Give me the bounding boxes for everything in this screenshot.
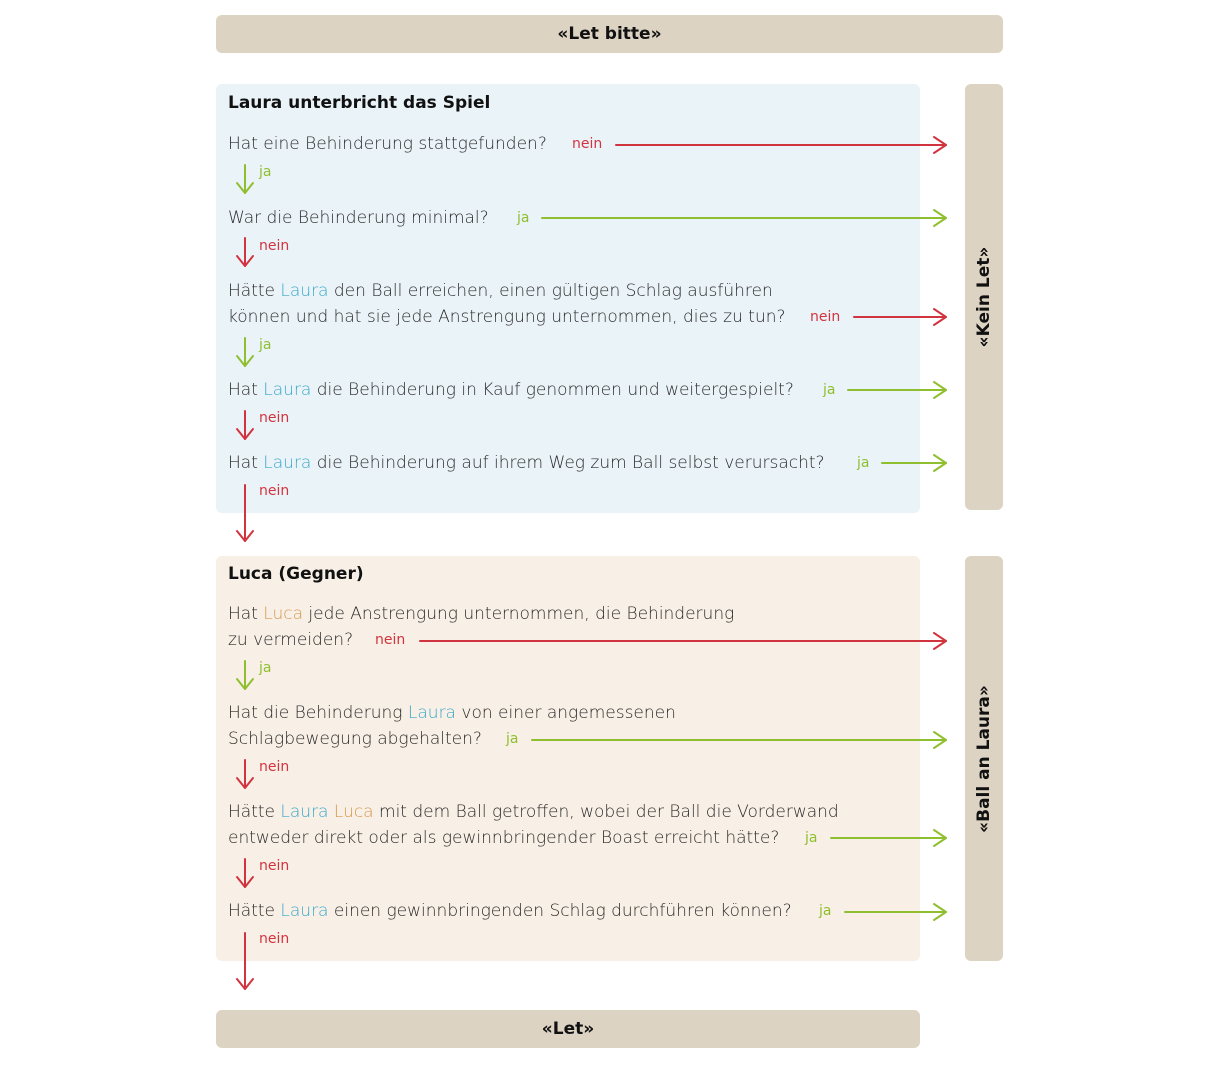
luca-q4-ja-label: ja: [819, 903, 832, 919]
luca-q3-line2: entweder direkt oder als gewinnbringender Boast erreicht hätte?: [228, 828, 780, 848]
laura-q5-ja-label: ja: [857, 455, 870, 471]
laura-q3-line2: können und hat sie jede Anstrengung unternommen, dies zu tun?: [228, 307, 786, 327]
result-kein-let-label: «Kein Let»: [974, 246, 994, 348]
luca-q3-name-laura: Laura: [280, 802, 329, 822]
laura-q4-pre: Hat: [228, 380, 264, 400]
luca-q1-line1-post: jede Anstrengung unternommen, die Behinderung: [303, 604, 735, 624]
arrow-laura-q1-right: [616, 137, 946, 153]
laura-q5-name: Laura: [263, 453, 312, 473]
laura-question-1: Hat eine Behinderung stattgefunden?: [228, 134, 547, 154]
laura-q3-line1-pre: Hätte: [228, 281, 281, 301]
luca-q2-nein-label: nein: [259, 759, 290, 775]
arrow-luca-q2-right: [532, 732, 946, 748]
luca-q2-line1-post: von einer angemessenen: [455, 703, 676, 723]
luca-q2-line2: Schlagbewegung abgehalten?: [228, 729, 482, 749]
luca-q1-line1-pre: Hat: [228, 604, 264, 624]
luca-q3-ja-label: ja: [805, 830, 818, 846]
arrow-laura-q2-right: [542, 210, 946, 226]
luca-q3-line1-post: mit dem Ball getroffen, wobei der Ball die Vorderwand: [373, 802, 839, 822]
luca-q4-nein-label: nein: [259, 931, 290, 947]
luca-q1-line2: zu vermeiden?: [228, 630, 354, 650]
arrow-luca-q1-right: [420, 633, 946, 649]
arrow-luca-q4-right: [845, 904, 946, 920]
arrow-luca-q3-right: [831, 830, 946, 846]
luca-q3-line1-pre: Hätte: [228, 802, 281, 822]
arrow-luca-q2-down: [237, 760, 253, 788]
luca-q2-ja-label: ja: [506, 731, 519, 747]
luca-q2-name: Laura: [407, 703, 456, 723]
luca-q1-ja-label: ja: [259, 660, 272, 676]
laura-q1-nein-label: nein: [572, 136, 603, 152]
section-luca-title: Luca (Gegner): [228, 564, 364, 584]
laura-q3-ja-label: ja: [259, 337, 272, 353]
luca-q3-name-luca: Luca: [333, 802, 374, 822]
arrow-luca-q4-down: [237, 933, 253, 989]
laura-q3-nein-label: nein: [810, 309, 841, 325]
laura-q5-post: die Behinderung auf ihrem Weg zum Ball selbst verursacht?: [311, 453, 825, 473]
laura-q4-name: Laura: [263, 380, 312, 400]
arrow-laura-q4-right: [848, 382, 946, 398]
luca-q1-name: Luca: [263, 604, 303, 624]
luca-q4-pre: Hätte: [228, 901, 281, 921]
laura-q5-nein-label: nein: [259, 483, 290, 499]
result-let-bitte-label: «Let bitte»: [557, 24, 662, 44]
arrow-laura-q5-down: [237, 485, 253, 541]
arrow-luca-q1-down: [237, 661, 253, 689]
laura-q1-ja-label: ja: [259, 164, 272, 180]
laura-q3-line1-post: den Ball erreichen, einen gültigen Schlag ausführen: [328, 281, 773, 301]
arrow-laura-q3-down: [237, 338, 253, 366]
laura-q4-ja-label: ja: [823, 382, 836, 398]
arrow-laura-q4-down: [237, 411, 253, 439]
laura-q2-nein-label: nein: [259, 238, 290, 254]
arrow-laura-q5-right: [882, 455, 946, 471]
arrow-laura-q3-right: [854, 309, 946, 325]
luca-q4-post: einen gewinnbringenden Schlag durchführen können?: [328, 901, 792, 921]
laura-q4-post: die Behinderung in Kauf genommen und weitergespielt?: [311, 380, 794, 400]
arrow-laura-q2-down: [237, 238, 253, 266]
section-laura-title: Laura unterbricht das Spiel: [228, 93, 491, 113]
result-ball-an-laura-label: «Ball an Laura»: [974, 684, 994, 833]
arrow-luca-q3-down: [237, 859, 253, 887]
luca-q2-line1-pre: Hat die Behinderung: [228, 703, 408, 723]
laura-q2-ja-label: ja: [517, 210, 530, 226]
laura-q3-name: Laura: [280, 281, 329, 301]
laura-q5-pre: Hat: [228, 453, 264, 473]
luca-q4-name: Laura: [280, 901, 329, 921]
luca-q1-nein-label: nein: [375, 632, 406, 648]
arrow-laura-q1-down: [237, 165, 253, 193]
laura-q4-nein-label: nein: [259, 410, 290, 426]
laura-question-2: War die Behinderung minimal?: [228, 208, 489, 228]
luca-q3-nein-label: nein: [259, 858, 290, 874]
result-let-label: «Let»: [541, 1019, 595, 1039]
